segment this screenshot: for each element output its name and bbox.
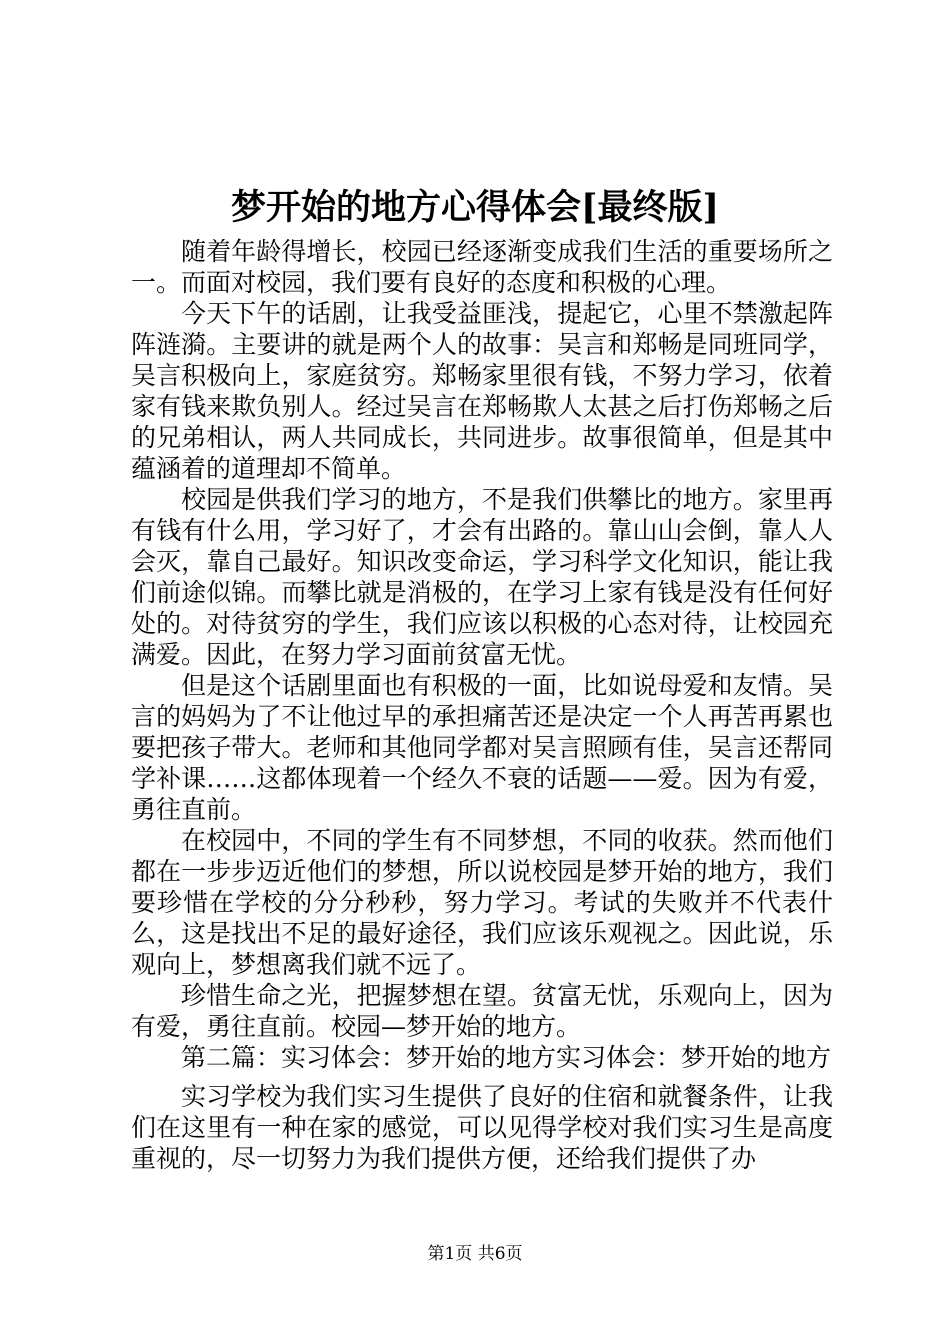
paragraph-1: 随着年龄得增长，校园已经逐渐变成我们生活的重要场所之一。而面对校园，我们要有良好的态度和积极的心理。	[131, 237, 833, 297]
section-heading: 第二篇：实习体会：梦开始的地方实习体会：梦开始的地方	[181, 1043, 832, 1072]
paragraph-7: 实习学校为我们实习生提供了良好的住宿和就餐条件，让我们在这里有一种在家的感觉，可以见得学校对我们实习生是高度重视的，尽一切努力为我们提供方便，还给我们提供了办	[131, 1082, 833, 1173]
paragraph-5: 在校园中，不同的学生有不同梦想，不同的收获。然而他们都在一步步迈近他们的梦想，所以说校园是梦开始的地方，我们要珍惜在学校的分分秒秒，努力学习。考试的失败并不代表什么，这是找出不足的最好途径，我们应该乐观视之。因此说，乐观向上，梦想离我们就不远了。	[131, 826, 833, 979]
document-title: 梦开始的地方心得体会[最终版]	[230, 187, 720, 228]
paragraph-4: 但是这个话剧里面也有积极的一面，比如说母爱和友情。吴言的妈妈为了不让他过早的承担痛苦还是决定一个人再苦再累也要把孩子带大。老师和其他同学都对吴言照顾有佳，吴言还帮同学补课……这都体现着一个经久不衰的话题——爱。因为有爱，勇往直前。	[131, 671, 833, 824]
paragraph-6: 珍惜生命之光，把握梦想在望。贫富无忧，乐观向上，因为有爱，勇往直前。校园—梦开始的地方。	[131, 981, 833, 1041]
document-body	[131, 236, 833, 1174]
page-footer: 第1页 共6页	[427, 1244, 523, 1264]
paragraph-3: 校园是供我们学习的地方，不是我们供攀比的地方。家里再有钱有什么用，学习好了，才会有出路的。靠山山会倒，靠人人会灭，靠自己最好。知识改变命运，学习科学文化知识，能让我们前途似锦。而攀比就是消极的，在学习上家有钱是没有任何好处的。对待贫穷的学生，我们应该以积极的心态对待，让校园充满爱。因此，在努力学习面前贫富无忧。	[131, 485, 833, 669]
paragraph-2: 今天下午的话剧，让我受益匪浅，提起它，心里不禁激起阵阵涟漪。主要讲的就是两个人的故事：吴言和郑畅是同班同学，吴言积极向上，家庭贫穷。郑畅家里很有钱，不努力学习，依着家有钱来欺负别人。经过吴言在郑畅欺人太甚之后打伤郑畅之后的兄弟相认，两人共同成长，共同进步。故事很简单，但是其中蕴涵着的道理却不简单。	[131, 299, 833, 483]
